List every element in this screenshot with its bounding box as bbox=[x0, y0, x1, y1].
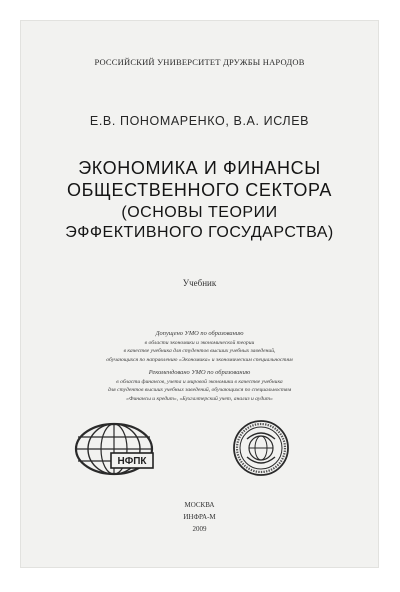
approval-block-1 bbox=[66, 330, 333, 364]
approval-1-line-4: обучающихся по направлению «Экономика» и экономическим специальностям bbox=[106, 356, 293, 363]
subtitle-line-2: ЭФФЕКТИВНОГО ГОСУДАРСТВА) bbox=[65, 224, 334, 241]
title-line-1: ЭКОНОМИКА И ФИНАНСЫ bbox=[78, 158, 321, 178]
approval-2-line-2: в области финансов, учета и мировой экономики в качестве учебника bbox=[116, 378, 283, 385]
approval-1-line-2: в области экономики и экономической теории bbox=[144, 339, 255, 346]
university-name: РОССИЙСКИЙ УНИВЕРСИТЕТ ДРУЖБЫ НАРОДОВ bbox=[94, 57, 305, 67]
nfpk-logo-text: НФПК bbox=[117, 456, 147, 467]
title-line-2: ОБЩЕСТВЕННОГО СЕКТОРА bbox=[67, 180, 332, 200]
city: МОСКВА bbox=[184, 501, 215, 509]
publisher: ИНФРА-М bbox=[183, 513, 216, 521]
approval-2-line-4: «Финансы и кредит», «Бухгалтерский учет, анализ и аудит» bbox=[126, 395, 273, 402]
authors: Е.В. ПОНОМАРЕНКО, В.А. ИСЛЕВ bbox=[89, 114, 310, 128]
approval-1-line-3: в качестве учебника для студентов высших учебных заведений, bbox=[123, 348, 276, 354]
document-type: Учебник bbox=[182, 278, 217, 288]
globe-nfpk-logo-icon bbox=[73, 419, 156, 477]
rudn-seal-icon bbox=[232, 419, 290, 477]
approval-block-2 bbox=[66, 369, 333, 403]
approval-2-line-3: для студентов высших учебных заведений, обучающихся по специальностям bbox=[107, 387, 292, 393]
imprint bbox=[21, 499, 378, 535]
book-subtitle bbox=[21, 203, 378, 243]
approval-1-line-1: Допущено УМО по образованию bbox=[155, 330, 244, 337]
subtitle-line-1: (ОСНОВЫ ТЕОРИИ bbox=[121, 204, 278, 221]
book-cover-page bbox=[21, 21, 378, 567]
book-title bbox=[21, 157, 378, 201]
year: 2009 bbox=[192, 525, 207, 533]
approval-2-line-1: Рекомендовано УМО по образованию bbox=[148, 369, 251, 376]
